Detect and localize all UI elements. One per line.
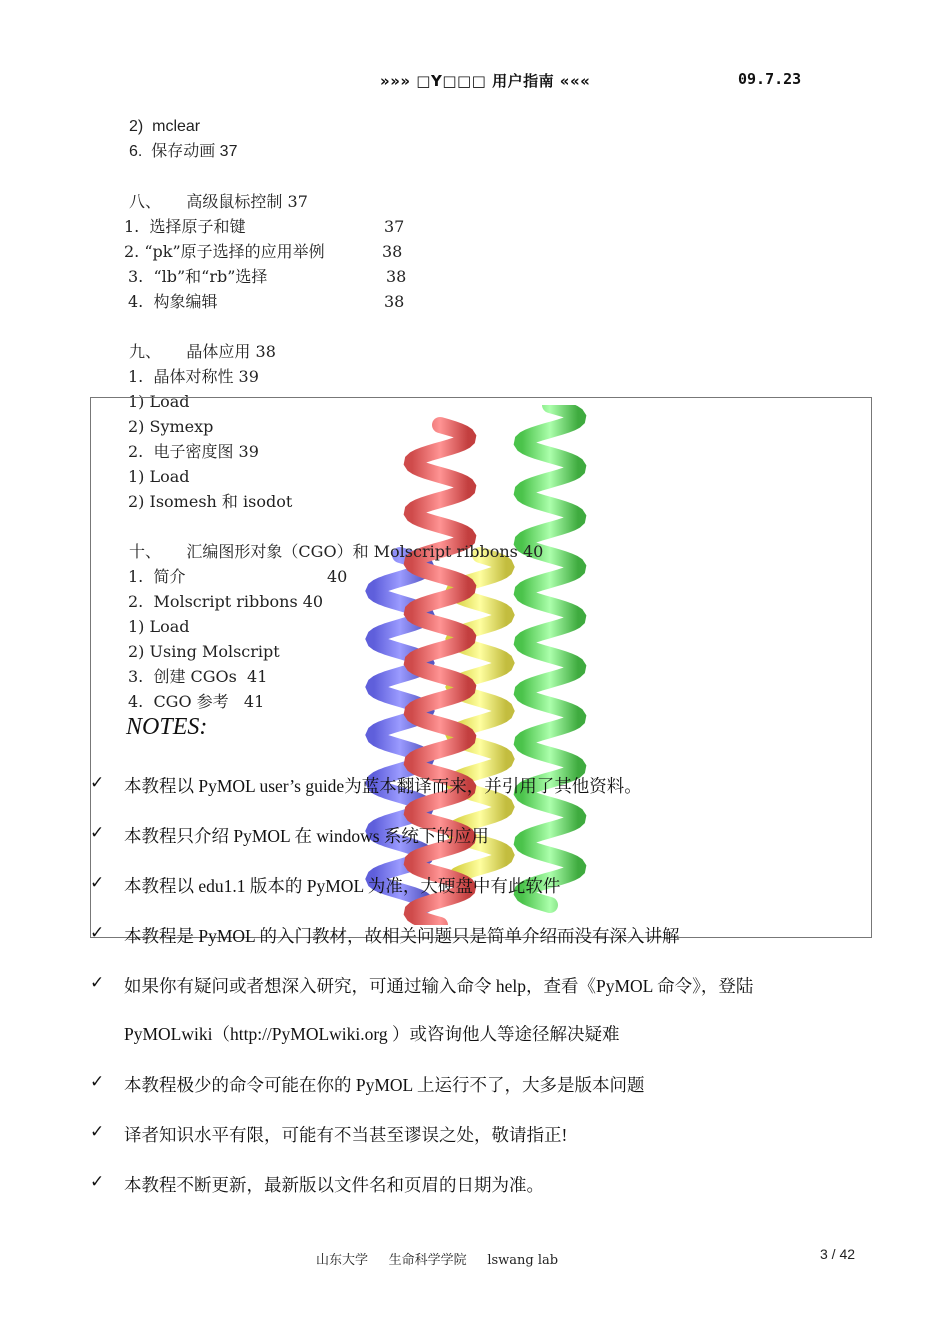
toc-item: 2) Symexp	[128, 417, 214, 436]
toc-item: 3. “lb”和“rb”选择	[128, 267, 268, 286]
toc-page: 38	[386, 267, 407, 286]
check-icon: ✓	[90, 1122, 105, 1142]
toc-page: 37	[384, 217, 405, 236]
toc-item: 4. CGO 参考 41	[128, 692, 265, 711]
page-number: 3 / 42	[820, 1246, 856, 1262]
toc-section-10: 十、 汇编图形对象（CGO）和 Molscript ribbons 40	[129, 542, 544, 561]
note-item: 本教程以 PyMOL user’s guide为蓝本翻译而来，并引用了其他资料。	[124, 776, 642, 796]
toc-item: 4. 构象编辑	[128, 292, 218, 311]
toc-item: 2. 电子密度图 39	[128, 442, 259, 461]
note-item: 如果你有疑问或者想深入研究，可通过输入命令 help，查看《PyMOL 命令》，登陆	[124, 976, 754, 996]
footer-text: 山东大学 生命科学学院 lswang lab	[316, 1253, 559, 1268]
toc-item: 1) Load	[128, 392, 190, 411]
header-date: 09.7.23	[738, 70, 802, 88]
toc-section-8: 八、 高级鼠标控制 37	[129, 192, 308, 211]
text-box-frame	[90, 397, 872, 938]
toc-item: 2) Isomesh 和 isodot	[128, 492, 293, 511]
check-icon: ✓	[90, 923, 105, 943]
toc-item: 1) Load	[128, 617, 190, 636]
toc-text: 保存动画 37	[151, 143, 238, 160]
toc-item: 2. Molscript ribbons 40	[128, 592, 324, 611]
toc-line-mclear: 2) mclear	[129, 118, 201, 135]
check-icon: ✓	[90, 773, 105, 793]
toc-page: 38	[384, 292, 405, 311]
toc-number: 6.	[129, 143, 143, 160]
toc-page: 40	[327, 567, 348, 586]
notes-title: NOTES:	[126, 714, 208, 740]
note-item: 本教程以 edu1.1 版本的 PyMOL 为准，大硬盘中有此软件	[124, 876, 561, 896]
check-icon: ✓	[90, 1072, 105, 1092]
note-item: 本教程是 PyMOL 的入门教材，故相关问题只是简单介绍而没有深入讲解	[124, 926, 680, 946]
toc-item: 2. “pk”原子选择的应用举例	[124, 242, 325, 261]
toc-item: 1) Load	[128, 467, 190, 486]
toc-item: 2) Using Molscript	[128, 642, 280, 661]
toc-item: 1. 选择原子和键	[124, 217, 246, 236]
check-icon: ✓	[90, 823, 105, 843]
header-title: »»» □Y□□□ 用户指南 «««	[380, 72, 591, 90]
note-item: 本教程只介绍 PyMOL 在 windows 系统下的应用	[124, 826, 489, 846]
toc-item: 1. 简介	[128, 567, 186, 586]
note-item-continuation: PyMOLwiki（http://PyMOLwiki.org ）或咨询他人等途径解决疑难	[124, 1024, 620, 1044]
toc-section-9: 九、 晶体应用 38	[129, 342, 276, 361]
note-item: 译者知识水平有限，可能有不当甚至谬误之处，敬请指正!	[124, 1125, 568, 1145]
check-icon: ✓	[90, 873, 105, 893]
note-item: 本教程极少的命令可能在你的 PyMOL 上运行不了，大多是版本问题	[124, 1075, 645, 1095]
check-icon: ✓	[90, 1172, 105, 1192]
note-item: 本教程不断更新，最新版以文件名和页眉的日期为准。	[124, 1175, 544, 1195]
toc-item: 3. 创建 CGOs 41	[128, 667, 268, 686]
toc-page: 38	[382, 242, 403, 261]
toc-line-save-animation	[129, 139, 237, 164]
toc-item: 1. 晶体对称性 39	[128, 367, 259, 386]
check-icon: ✓	[90, 973, 105, 993]
